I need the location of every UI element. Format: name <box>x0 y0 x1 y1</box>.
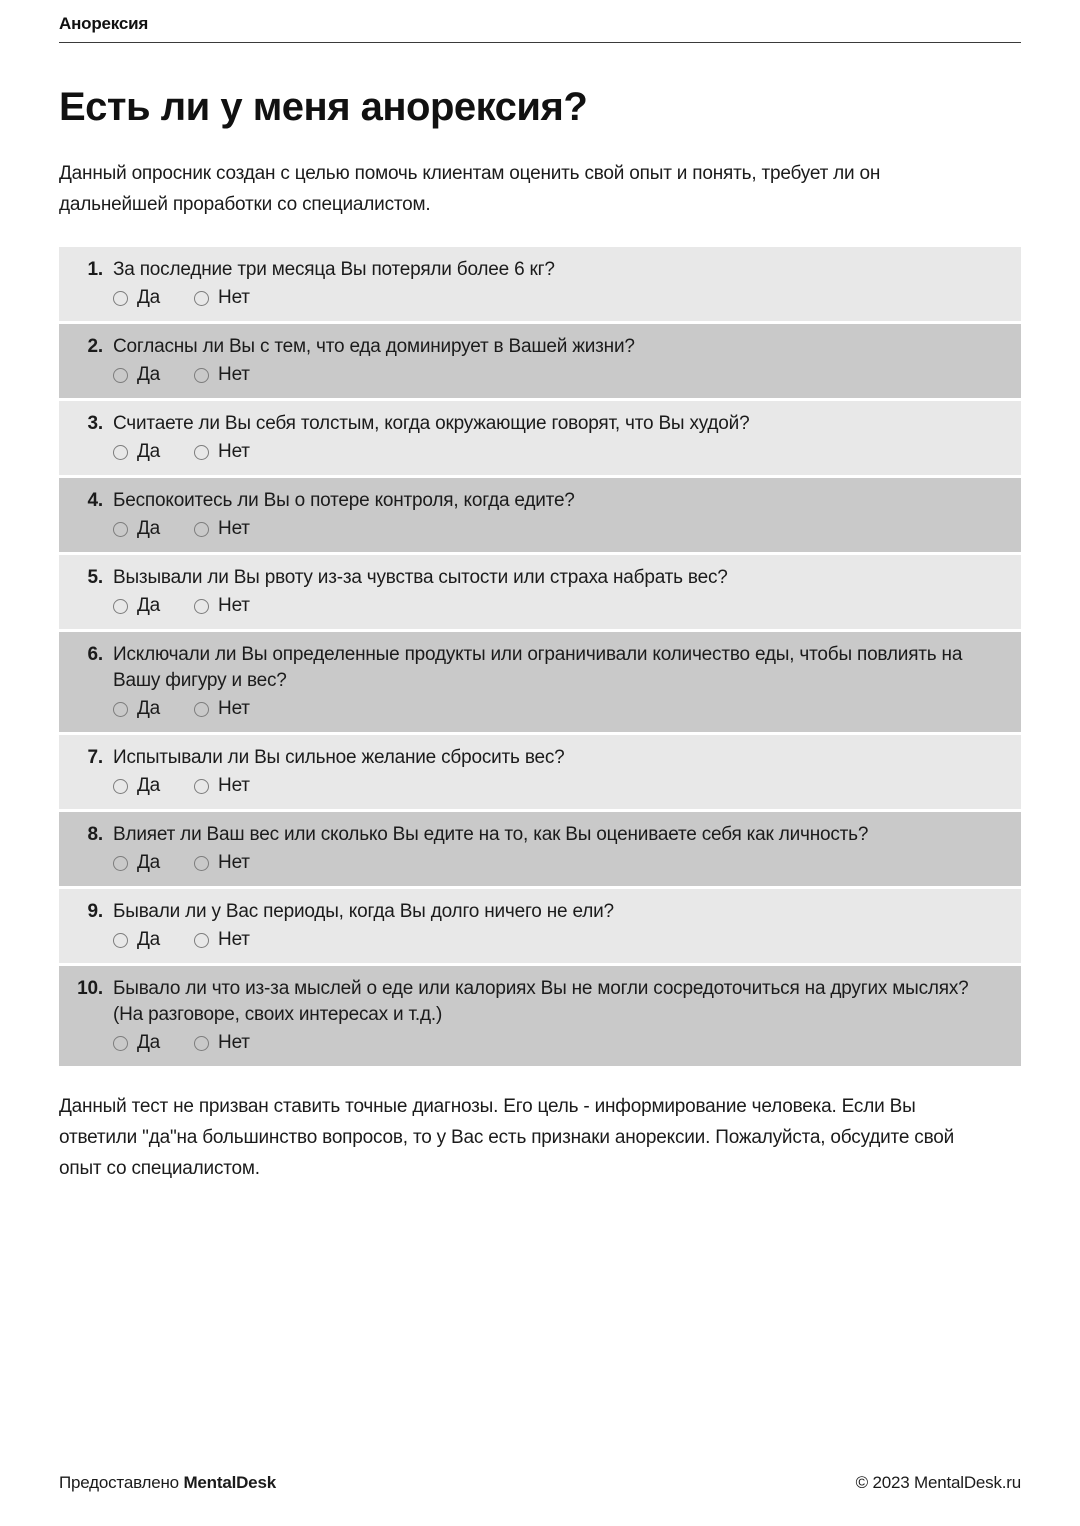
question-options <box>113 851 1005 875</box>
question-body <box>113 565 1005 618</box>
question-options <box>113 697 1005 721</box>
radio-icon <box>194 291 209 306</box>
question-options <box>113 1031 1005 1055</box>
question-body <box>113 334 1005 387</box>
question-number: 9. <box>87 901 103 922</box>
question-row <box>59 735 1021 809</box>
radio-icon <box>194 702 209 717</box>
question-body <box>113 899 1005 952</box>
page-footer <box>59 1473 1021 1493</box>
intro-paragraph: Данный опросник создан с целью помочь клиентам оценить свой опыт и понять, требует ли он дальнейшей проработки со специалистом. <box>59 163 881 215</box>
radio-icon <box>194 1036 209 1051</box>
option-yes-label: Да <box>137 441 161 462</box>
radio-icon <box>113 933 128 948</box>
option-no[interactable] <box>194 594 250 618</box>
option-no[interactable] <box>194 286 250 310</box>
radio-icon <box>113 1036 128 1051</box>
question-row <box>59 966 1021 1066</box>
question-options <box>113 928 1005 952</box>
question-body <box>113 822 1005 875</box>
question-row <box>59 632 1021 732</box>
page-title: Есть ли у меня анорексия? <box>59 85 588 129</box>
question-note: (На разговоре, своих интересах и т.д.) <box>113 1004 443 1025</box>
question-number: 2. <box>87 336 103 357</box>
question-body <box>113 976 1005 1055</box>
option-yes[interactable] <box>113 851 160 875</box>
question-options <box>113 774 1005 798</box>
option-no-label: Нет <box>218 441 250 462</box>
radio-icon <box>113 599 128 614</box>
option-no[interactable] <box>194 928 250 952</box>
option-no-label: Нет <box>218 364 250 385</box>
radio-icon <box>113 522 128 537</box>
option-yes[interactable] <box>113 594 160 618</box>
radio-icon <box>194 599 209 614</box>
option-yes[interactable] <box>113 928 160 952</box>
question-body <box>113 257 1005 310</box>
footer-copyright: © 2023 MentalDesk.ru <box>855 1473 1021 1492</box>
option-no-label: Нет <box>218 595 250 616</box>
radio-icon <box>194 522 209 537</box>
question-options <box>113 363 1005 387</box>
option-no[interactable] <box>194 851 250 875</box>
option-yes-label: Да <box>137 595 161 616</box>
option-yes[interactable] <box>113 774 160 798</box>
question-number: 8. <box>87 824 103 845</box>
option-yes-label: Да <box>137 775 161 796</box>
option-yes[interactable] <box>113 440 160 464</box>
option-yes-label: Да <box>137 852 161 873</box>
question-options <box>113 517 1005 541</box>
option-no-label: Нет <box>218 698 250 719</box>
option-no-label: Нет <box>218 929 250 950</box>
option-no[interactable] <box>194 363 250 387</box>
option-no[interactable] <box>194 517 250 541</box>
question-text: Считаете ли Вы себя толстым, когда окружающие говорят, что Вы худой? <box>113 413 750 434</box>
option-no[interactable] <box>194 774 250 798</box>
question-options <box>113 594 1005 618</box>
radio-icon <box>194 368 209 383</box>
option-no-label: Нет <box>218 775 250 796</box>
question-body <box>113 745 1005 798</box>
option-yes-label: Да <box>137 698 161 719</box>
option-yes-label: Да <box>137 929 161 950</box>
question-text: Влияет ли Ваш вес или сколько Вы едите на то, как Вы оцениваете себя как личность? <box>113 824 869 845</box>
radio-icon <box>113 702 128 717</box>
option-yes-label: Да <box>137 1032 161 1053</box>
option-no-label: Нет <box>218 518 250 539</box>
option-yes[interactable] <box>113 286 160 310</box>
question-text: Вызывали ли Вы рвоту из-за чувства сытости или страха набрать вес? <box>113 567 728 588</box>
question-number: 7. <box>87 747 103 768</box>
page-header-label: Анорексия <box>59 14 149 33</box>
question-text: Испытывали ли Вы сильное желание сбросить вес? <box>113 747 565 768</box>
option-yes[interactable] <box>113 1031 160 1055</box>
question-text: Согласны ли Вы с тем, что еда доминирует в Вашей жизни? <box>113 336 635 357</box>
radio-icon <box>194 933 209 948</box>
question-body <box>113 642 1005 721</box>
question-number: 3. <box>87 413 103 434</box>
option-yes[interactable] <box>113 697 160 721</box>
disclaimer-paragraph: Данный тест не призван ставить точные диагнозы. Его цель - информирование человека. Если Вы ответили "да"на большинство вопросов, то у Вас есть признаки анорексии. Пожалуйста, обсудите свой опыт со специалистом. <box>59 1096 955 1179</box>
question-row <box>59 478 1021 552</box>
radio-icon <box>194 856 209 871</box>
radio-icon <box>113 779 128 794</box>
header-divider <box>59 42 1021 43</box>
question-text: Бывало ли что из-за мыслей о еде или калориях Вы не могли сосредоточиться на других мыслях? <box>113 978 969 999</box>
footer-provided-by-prefix: Предоставлено <box>59 1473 179 1492</box>
question-number: 6. <box>87 644 103 665</box>
question-row <box>59 324 1021 398</box>
option-yes-label: Да <box>137 364 161 385</box>
question-number: 5. <box>87 567 103 588</box>
option-no[interactable] <box>194 697 250 721</box>
option-no-label: Нет <box>218 1032 250 1053</box>
radio-icon <box>113 445 128 460</box>
question-row <box>59 555 1021 629</box>
question-number: 4. <box>87 490 103 511</box>
option-no[interactable] <box>194 1031 250 1055</box>
question-number: 10. <box>77 978 103 999</box>
questions-list <box>59 247 1021 1066</box>
radio-icon <box>194 445 209 460</box>
question-row <box>59 889 1021 963</box>
radio-icon <box>113 291 128 306</box>
option-yes-label: Да <box>137 518 161 539</box>
question-row <box>59 247 1021 321</box>
option-no[interactable] <box>194 440 250 464</box>
question-row <box>59 812 1021 886</box>
question-text: Беспокоитесь ли Вы о потере контроля, когда едите? <box>113 490 575 511</box>
question-text: Бывали ли у Вас периоды, когда Вы долго ничего не ели? <box>113 901 614 922</box>
question-options <box>113 440 1005 464</box>
footer-brand: MentalDesk <box>183 1473 276 1492</box>
radio-icon <box>194 779 209 794</box>
radio-icon <box>113 856 128 871</box>
question-text: За последние три месяца Вы потеряли более 6 кг? <box>113 259 555 280</box>
radio-icon <box>113 368 128 383</box>
question-body <box>113 488 1005 541</box>
option-yes[interactable] <box>113 363 160 387</box>
question-body <box>113 411 1005 464</box>
option-no-label: Нет <box>218 287 250 308</box>
footer-provided-by <box>59 1473 276 1493</box>
question-options <box>113 286 1005 310</box>
option-yes[interactable] <box>113 517 160 541</box>
question-number: 1. <box>87 259 103 280</box>
option-yes-label: Да <box>137 287 161 308</box>
option-no-label: Нет <box>218 852 250 873</box>
question-text: Исключали ли Вы определенные продукты или ограничивали количество еды, чтобы повлиять на Вашу фигуру и вес? <box>113 644 963 691</box>
question-row <box>59 401 1021 475</box>
